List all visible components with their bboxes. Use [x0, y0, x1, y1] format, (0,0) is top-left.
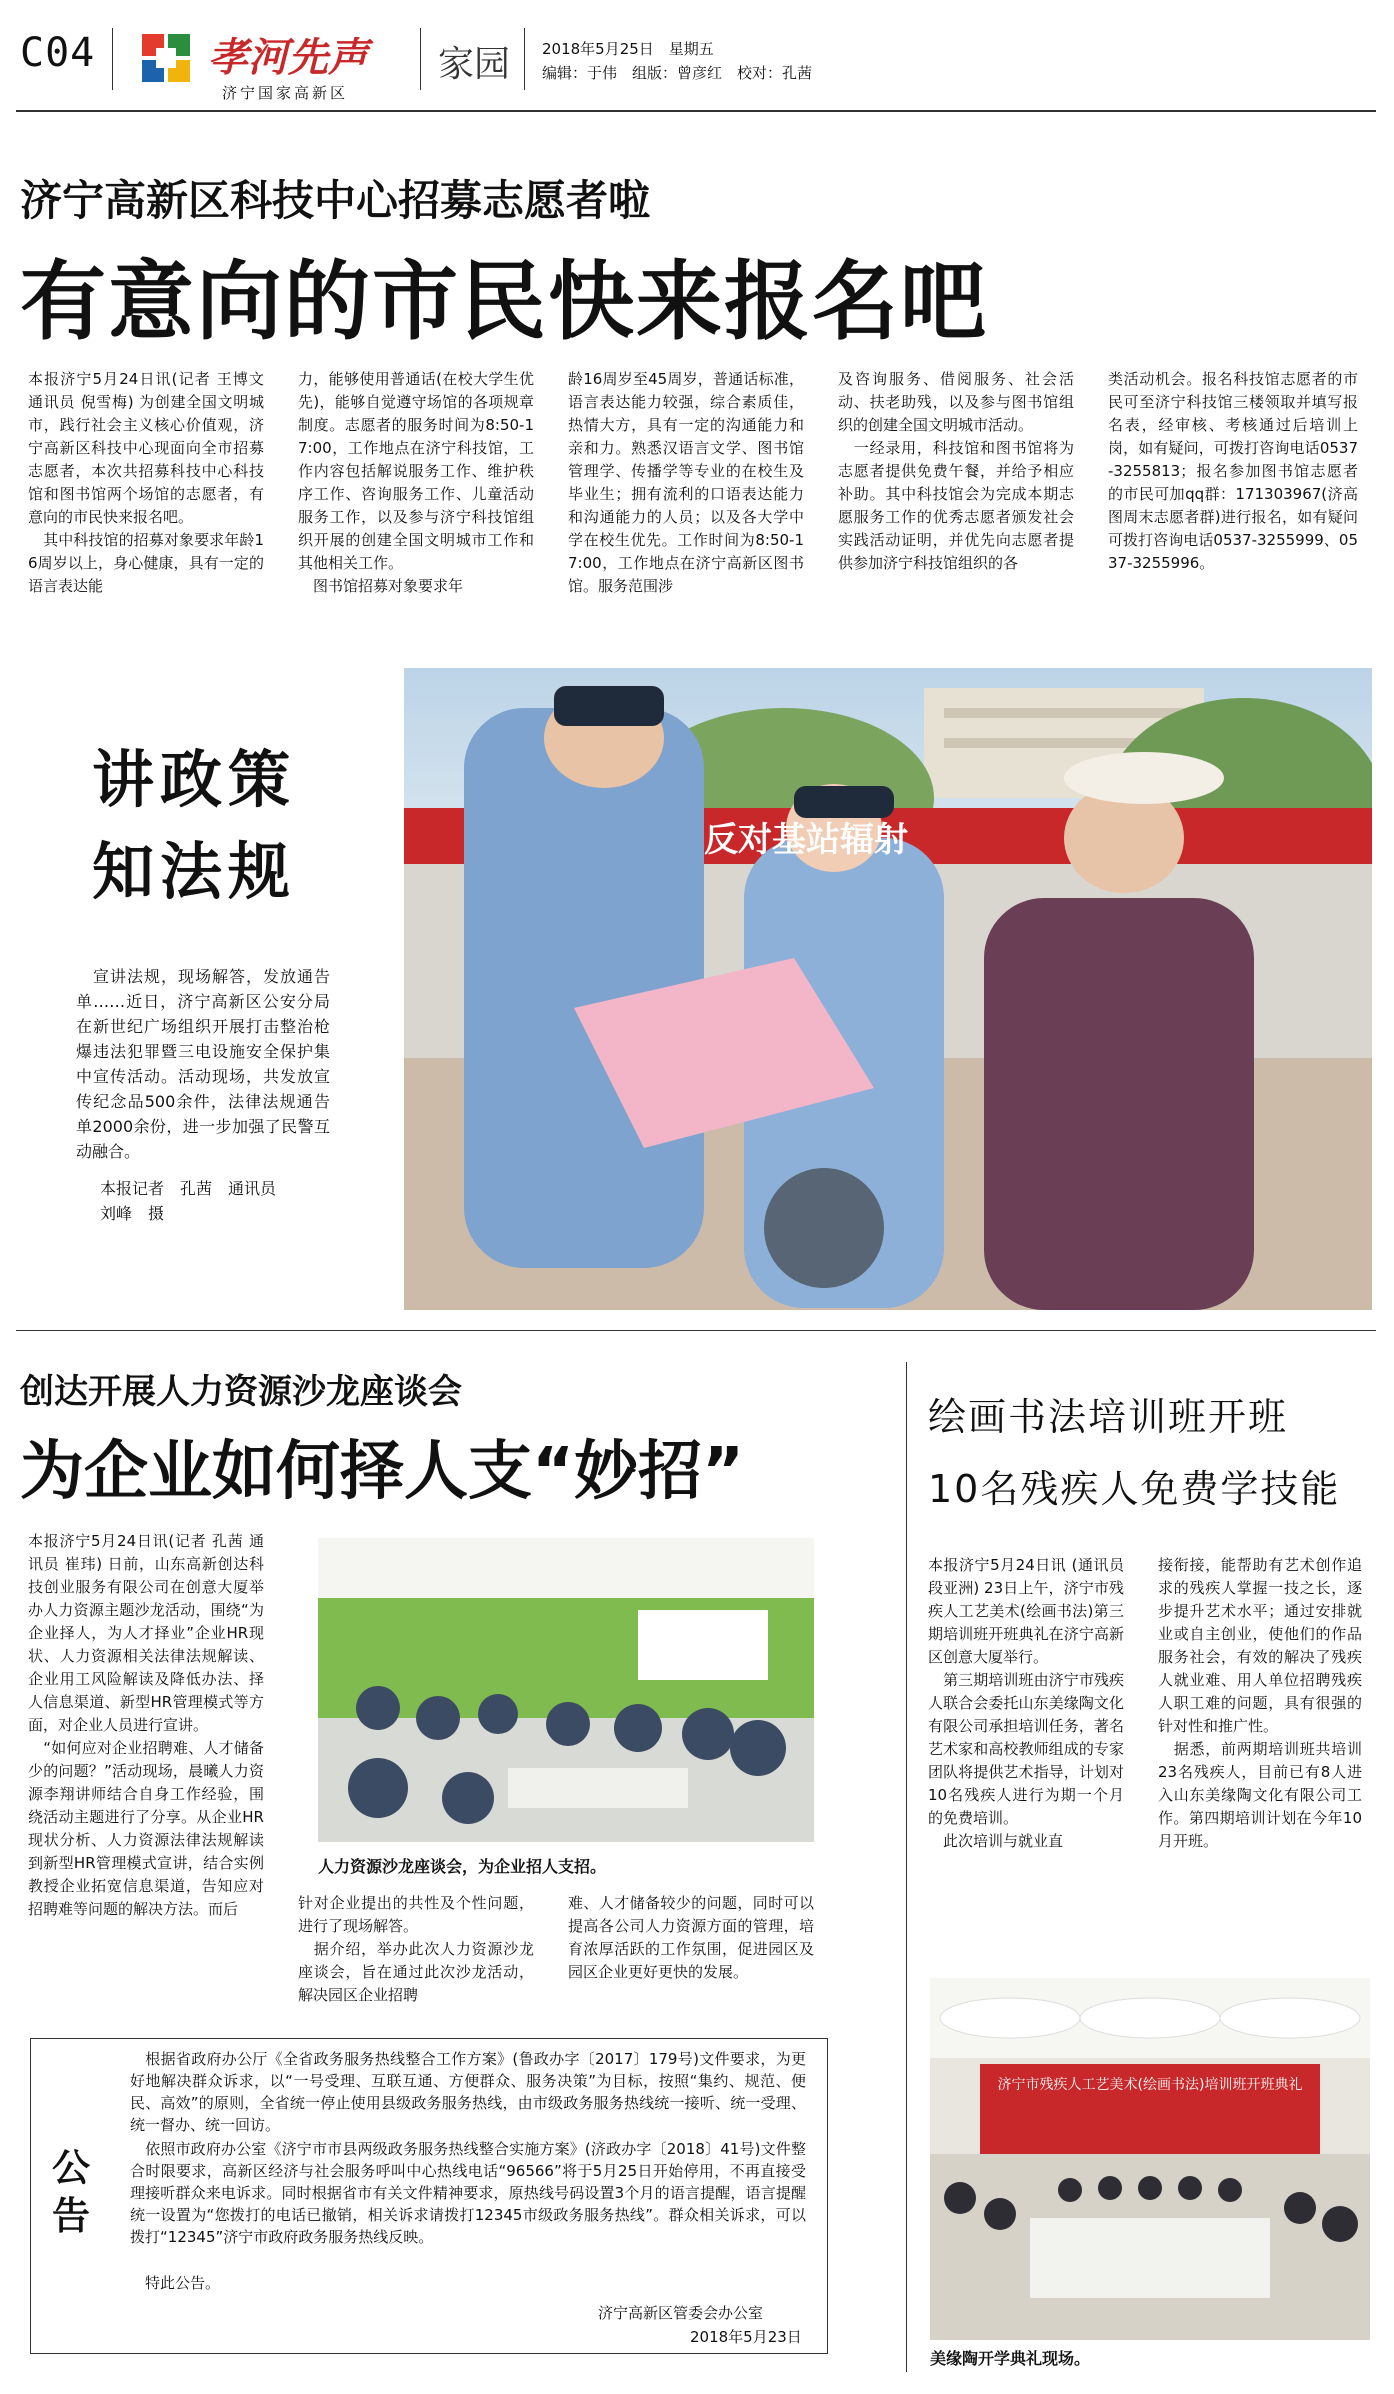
story3-column: 本报济宁5月24日讯(记者 孔茜 通讯员 崔玮) 日前，山东高新创达科技创业服务有限公司在创意大厦举办人力资源主题沙龙活动，围绕“为企业择人，为人才择业”企业HR现状、人力资源相关法律法规解读、企业用工风险解读及降低办法、择人信息渠道、新型HR管理模式等方面，对企业人员进行宣讲。 “如何应对企业招聘难、人才储备少的问题？”活动现场，晨曦人力资源李翔讲师结合自身工作经验，围绕活动主题进行了分享。从企业HR现状分析、人力资源法律法规解读到新型HR管理模式宣讲，结合实例教授企业拓宽信息渠道，告知应对招聘难等问题的解决方法。而后: [28, 1532, 264, 1918]
story1-headline: 有意向的市民快来报名吧: [20, 252, 988, 352]
opening-ceremony-photo: [930, 1978, 1370, 2340]
page-number: C04: [20, 30, 96, 76]
story4-headline: 10名残疾人免费学技能: [928, 1467, 1341, 1511]
masthead-divider: [420, 28, 421, 90]
story1-column: 及咨询服务、借阅服务、社会活动、扶老助残，以及参与图书馆组织的创建全国文明城市活动。 一经录用，科技馆和图书馆将为志愿者提供免费午餐，并给予相应补助。其中科技馆会为完成本期志愿服务工作的优秀志愿者颁发社会实践活动证明，并优先向志愿者提供参加济宁科技馆组织的各: [838, 370, 1074, 572]
photo-caption: 美缘陶开学典礼现场。: [930, 2349, 1091, 2368]
notice-paragraph: 依照市政府办公室《济宁市市县两级政务服务热线整合实施方案》(济政办字〔2018〕41号)文件整合时限要求，高新区经济与社会服务呼叫中心热线电话“96566”将于5月25日开始停用，不再直接受理接听群众来电诉求。同时根据省市有关文件精神要求，原热线号码设置3个月的语言提醒，语言提醒统一设置为“您拨打的电话已撤销，相关诉求请拨打12345市级政务服务热线”。群众相关诉求，可以拨打“12345”济宁市政府政务服务热线反映。: [130, 2140, 806, 2246]
section-rule: [16, 1330, 1376, 1331]
masthead-rule: [16, 110, 1376, 112]
story1-subhead: 济宁高新区科技中心招募志愿者啦: [20, 176, 651, 225]
photo-caption: 人力资源沙龙座谈会，为企业招人支招。: [318, 1857, 607, 1876]
notice-signature: 济宁高新区管委会办公室: [598, 2304, 764, 2322]
police-outreach-photo: [404, 668, 1372, 1310]
story4-column: 接衔接，能帮助有艺术创作追求的残疾人掌握一技之长，逐步提升艺术水平；通过安排就业或自主创业，使他们的作品服务社会，有效的解决了残疾人就业难、用人单位招聘残疾人职工难的问题，具有很强的针对性和推广性。 据悉，前两期培训班共培训23名残疾人，目前已有8人进入山东美缘陶文化有限公司工作。第四期培训计划在今年10月开班。: [1158, 1556, 1362, 1850]
story2-body: 宣讲法规，现场解答，发放通告单……近日，济宁高新区公安分局在新世纪广场组织开展打击整治枪爆违法犯罪暨三电设施安全保护集中宣传活动。活动现场，共发放宣传纪念品500余件，法律法规通告单2000余份，进一步加强了民警互动融合。: [76, 967, 330, 1161]
notice-date: 2018年5月23日: [690, 2328, 802, 2346]
paper-subtitle: 济宁国家高新区: [222, 84, 349, 102]
paper-logo-icon: [138, 30, 194, 86]
story1-column: 类活动机会。报名科技馆志愿者的市民可至济宁科技馆三楼领取并填写报名表，经审核、考核通过后培训上岗，如有疑问，可拨打咨询电话0537-3255813；报名参加图书馆志愿者的市民可加qq群：171303967(济高图周末志愿者群)进行报名，如有疑问可拨打咨询电话0537-3255999、0537-3255996。: [1108, 370, 1358, 572]
editor-credits: 编辑：于伟 组版：曾彦红 校对：孔茜: [542, 64, 813, 82]
masthead-divider: [524, 28, 525, 90]
issue-date: 2018年5月25日 星期五: [542, 40, 714, 58]
hr-salon-photo: [318, 1538, 814, 1842]
story1-column: 龄16周岁至45周岁，普通话标准，语言表达能力较强，综合素质佳，热情大方，具有一定的沟通能力和亲和力。熟悉汉语言文学、图书馆管理学、传播学等专业的在校生及毕业生；拥有流利的口语表达能力和沟通能力的人员；以及各大学中学在校生优先。工作时间为8:50-17:00，工作地点在济宁高新区图书馆。服务范围涉: [568, 370, 804, 595]
story2-headline: 讲政策: [92, 743, 297, 816]
section-name: 家园: [438, 44, 511, 85]
story3-subhead: 创达开展人力资源沙龙座谈会: [20, 1372, 462, 1412]
paper-name: 孝河先声: [208, 34, 368, 81]
story3-column: 针对企业提出的共性及个性问题，进行了现场解答。 据介绍，举办此次人力资源沙龙座谈会，旨在通过此次沙龙活动，解决园区企业招聘: [298, 1894, 534, 2004]
photo-banner-text: 反对基站辐射: [704, 820, 908, 860]
photo-banner-text: 济宁市残疾人工艺美术(绘画书法)培训班开班典礼: [997, 2077, 1303, 2093]
notice-paragraph: 根据省政府办公厅《全省政务服务热线整合工作方案》(鲁政办字〔2017〕179号)文件要求，为更好地解决群众诉求，以“一号受理、互联互通、方便群众、服务决策”为目标，按照“集约、规范、便民、高效”的原则，全省统一停止使用县级政务服务热线，由市级政务服务热线统一接听、统一受理、统一督办、统一回访。: [130, 2050, 806, 2134]
masthead-divider: [112, 28, 113, 90]
story4-headline: 绘画书法培训班开班: [928, 1395, 1289, 1439]
story1-column: 本报济宁5月24日讯(记者 王博文 通讯员 倪雪梅) 为创建全国文明城市，践行社会主义核心价值观，济宁高新区科技中心现面向全市招募志愿者，本次共招募科技中心科技馆和图书馆两个场馆的志愿者，有意向的市民快来报名吧。 其中科技馆的招募对象要求年龄16周岁以上，身心健康，具有一定的语言表达能: [28, 370, 264, 595]
story2-headline: 知法规: [92, 835, 297, 908]
notice-paragraph: 特此公告。: [130, 2274, 221, 2292]
story3-headline: 为企业如何择人支“妙招”: [20, 1435, 745, 1509]
notice-title: 公告: [52, 2146, 91, 2238]
column-rule: [906, 1362, 907, 2372]
story1-column: 力，能够使用普通话(在校大学生优先)，能够自觉遵守场馆的各项规章制度。志愿者的服务时间为8:50-17:00，工作地点在济宁科技馆，工作内容包括解说服务工作、维护秩序工作、咨询服务工作、儿童活动服务工作，以及参与济宁科技馆组织开展的创建全国文明城市工作和其他相关工作。 图书馆招募对象要求年: [298, 370, 534, 595]
story3-column: 难、人才储备较少的问题，同时可以提高各公司人力资源方面的管理，培育浓厚活跃的工作氛围，促进园区及园区企业更好更快的发展。: [568, 1894, 814, 1981]
story4-column: 本报济宁5月24日讯 (通讯员 段亚洲) 23日上午，济宁市残疾人工艺美术(绘画书法)第三期培训班开班典礼在济宁高新区创意大厦举行。 第三期培训班由济宁市残疾人联合会委托山东美缘陶文化有限公司承担培训任务，著名艺术家和高校教师组成的专家团队将提供艺术指导，计划对10名残疾人进行为期一个月的免费培训。 此次培训与就业直: [928, 1556, 1124, 1850]
photo-credit: 本报记者 孔茜 通讯员 刘峰 摄: [100, 1179, 277, 1223]
